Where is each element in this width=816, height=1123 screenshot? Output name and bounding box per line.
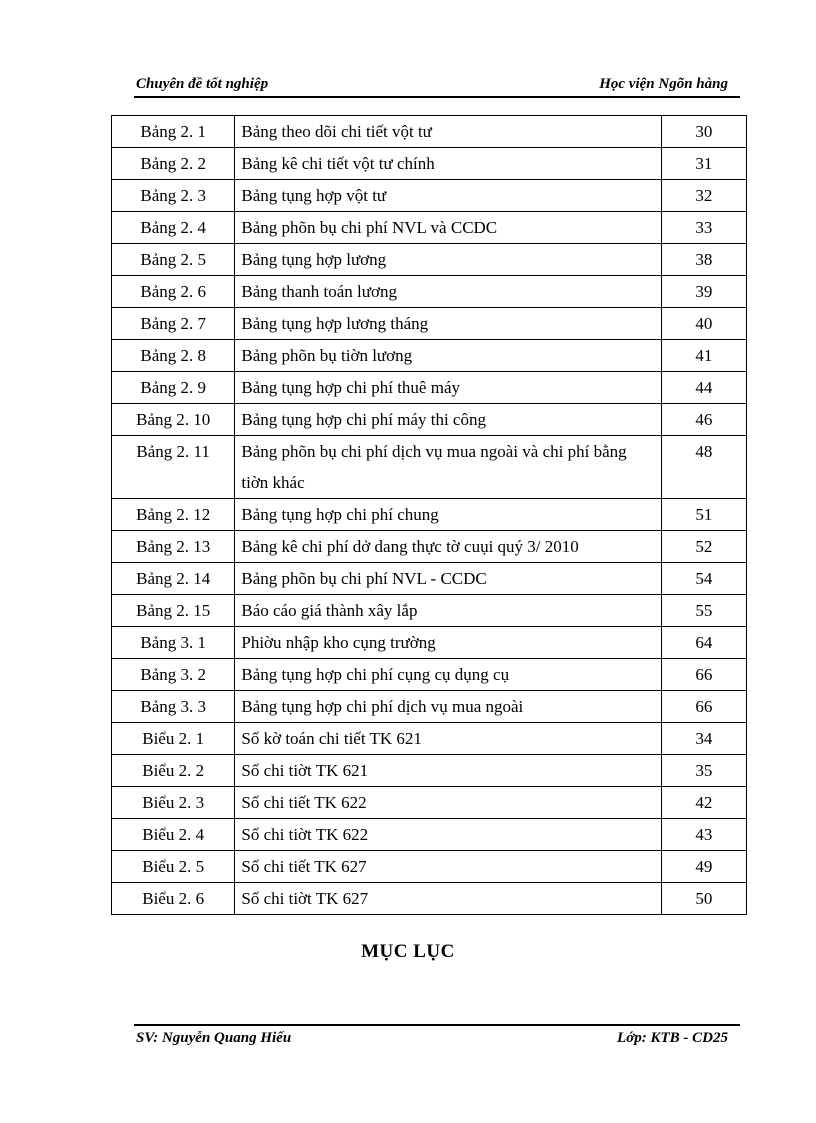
row-title: Bảng tụng hợp chi phí chung [235,499,661,531]
row-page: 52 [661,531,746,563]
row-title: Bảng phõn bụ chi phí NVL - CCDC [235,563,661,595]
row-label: Bảng 2. 5 [112,244,235,276]
row-page: 64 [661,627,746,659]
row-label: Bảng 2. 10 [112,404,235,436]
row-page: 34 [661,723,746,755]
row-label: Bảng 2. 9 [112,372,235,404]
table-row [112,659,747,691]
page-header [134,76,740,98]
row-label: Biểu 2. 2 [112,755,235,787]
row-label: Bảng 3. 1 [112,627,235,659]
table-row [112,723,747,755]
row-page: 41 [661,340,746,372]
header-left-text: Chuyên đề tốt nghiệp [136,76,269,92]
table-row [112,787,747,819]
row-title: Sổ chi tiờt TK 627 [235,883,661,915]
row-page: 44 [661,372,746,404]
row-page: 50 [661,883,746,915]
row-title: Bảng kê chi phí dở dang thực tờ cuụi quý 3/ 2010 [235,531,661,563]
row-page: 32 [661,180,746,212]
row-title: Bảng tụng hợp chi phí dịch vụ mua ngoài [235,691,661,723]
header-right-text: Học viện Ngõn hàng [599,76,728,92]
row-title: Sổ chi tiết TK 622 [235,787,661,819]
row-page: 51 [661,499,746,531]
row-page: 55 [661,595,746,627]
row-title: Bảng tụng hợp chi phí thuê máy [235,372,661,404]
table-row [112,244,747,276]
row-title: Sổ chi tiờt TK 622 [235,819,661,851]
row-title: Bảng tụng hợp chi phí máy thi công [235,404,661,436]
row-title: Sổ chi tiờt TK 621 [235,755,661,787]
table-row [112,691,747,723]
row-page: 43 [661,819,746,851]
tables-list [111,115,747,915]
row-title: Bảng tụng hợp vột tư [235,180,661,212]
row-label: Bảng 2. 3 [112,180,235,212]
row-page: 48 [661,436,746,499]
table-row [112,436,747,499]
row-label: Bảng 2. 4 [112,212,235,244]
row-label: Bảng 2. 11 [112,436,235,499]
row-label: Biểu 2. 4 [112,819,235,851]
row-label: Bảng 2. 13 [112,531,235,563]
table-row [112,372,747,404]
row-title: Bảng tụng hợp lương [235,244,661,276]
table-row [112,116,747,148]
row-page: 66 [661,659,746,691]
row-title: Bảng kê chi tiết vột tư chính [235,148,661,180]
row-label: Bảng 2. 1 [112,116,235,148]
row-label: Bảng 3. 2 [112,659,235,691]
row-page: 39 [661,276,746,308]
footer-student-name: SV: Nguyễn Quang Hiếu [136,1030,292,1046]
table-row [112,851,747,883]
table-row [112,531,747,563]
row-title: Báo cáo giá thành xây lắp [235,595,661,627]
tables-list-body [112,116,747,915]
row-page: 46 [661,404,746,436]
table-row [112,276,747,308]
table-row [112,404,747,436]
table-row [112,499,747,531]
row-label: Bảng 2. 6 [112,276,235,308]
table-row [112,340,747,372]
row-title: Sổ kờ toán chi tiết TK 621 [235,723,661,755]
row-title: Bảng thanh toán lương [235,276,661,308]
table-row [112,308,747,340]
row-title: Bảng phõn bụ chi phí NVL và CCDC [235,212,661,244]
row-page: 30 [661,116,746,148]
table-row [112,595,747,627]
row-title: Bảng tụng hợp chi phí cụng cụ dụng cụ [235,659,661,691]
row-title: Bảng phõn bụ chi phí dịch vụ mua ngoài và chi phí bằng tiờn khác [235,436,661,499]
row-page: 49 [661,851,746,883]
row-label: Bảng 2. 12 [112,499,235,531]
row-page: 31 [661,148,746,180]
row-label: Bảng 2. 14 [112,563,235,595]
page-footer [134,1024,740,1052]
row-title: Bảng phõn bụ tiờn lương [235,340,661,372]
row-page: 54 [661,563,746,595]
row-page: 35 [661,755,746,787]
row-label: Biểu 2. 6 [112,883,235,915]
row-page: 40 [661,308,746,340]
table-row [112,883,747,915]
row-label: Bảng 3. 3 [112,691,235,723]
row-label: Biểu 2. 5 [112,851,235,883]
table-row [112,212,747,244]
row-page: 33 [661,212,746,244]
row-label: Bảng 2. 8 [112,340,235,372]
row-page: 66 [661,691,746,723]
row-label: Bảng 2. 15 [112,595,235,627]
table-row [112,180,747,212]
row-title: Bảng tụng hợp lương tháng [235,308,661,340]
row-label: Bảng 2. 7 [112,308,235,340]
table-row [112,148,747,180]
footer-class: Lớp: KTB - CD25 [617,1030,728,1046]
row-title: Phiờu nhập kho cụng trường [235,627,661,659]
row-page: 42 [661,787,746,819]
table-row [112,755,747,787]
row-label: Bảng 2. 2 [112,148,235,180]
row-label: Biểu 2. 1 [112,723,235,755]
table-row [112,627,747,659]
section-title: MỤC LỤC [361,941,455,962]
table-row [112,563,747,595]
row-title: Bảng theo dõi chi tiết vột tư [235,116,661,148]
row-label: Biểu 2. 3 [112,787,235,819]
row-page: 38 [661,244,746,276]
table-row [112,819,747,851]
row-title: Sổ chi tiết TK 627 [235,851,661,883]
